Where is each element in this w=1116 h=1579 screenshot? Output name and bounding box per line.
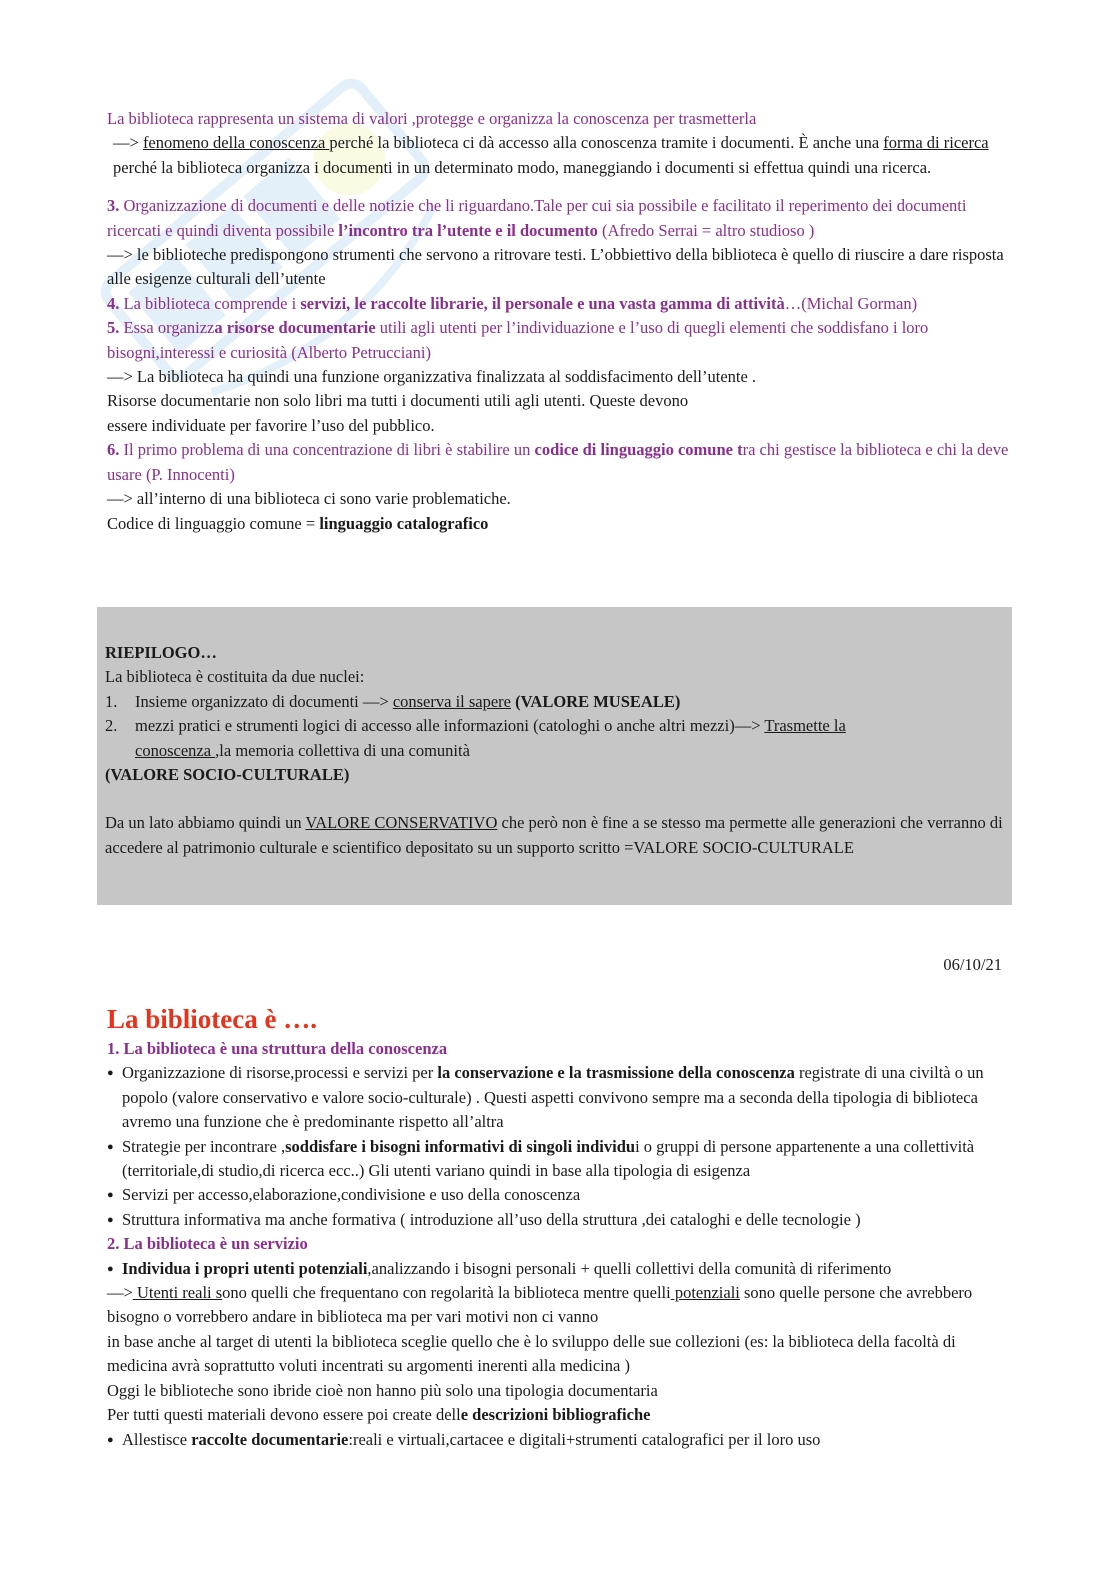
para-problematiche: —> all’interno di una biblioteca ci sono varie problematiche. (107, 489, 511, 509)
section-body (107, 1037, 1012, 1452)
para-codice: Codice di linguaggio comune = linguaggio catalografico (107, 513, 489, 533)
recap-paragraph: Da un lato abbiamo quindi un VALORE CONSERVATIVO che però non è fine a se stesso ma permette alle generazioni che verranno di accedere al patrimonio culturale e scientifico depositato su un supporto scritto =VALORE SOCIO-CULTURALE (105, 813, 1003, 857)
bullet-item: ● Organizzazione di risorse,processi e servizi per la conservazione e la trasmissione della conoscenza registrate di una civiltà o un popolo (valore conservativo e valore socio-culturale) . Questi aspetti convivono sempre ma a seconda della tipologia di biblioteca avremo una funzione che è predominante rispetto all’altra (107, 1063, 984, 1132)
bullet-item: ● Allestisce raccolte documentarie:reali e virtuali,cartacee e digitali+strumenti catalografici per il loro uso (107, 1429, 821, 1449)
para-pubblico: essere individuate per favorire l’uso del pubblico. (107, 415, 435, 435)
para-fenomeno: —> fenomeno della conoscenza perché la biblioteca ci dà accesso alla conoscenza tramite i documenti. È anche una forma di ricerca perché la biblioteca organizza i documenti in un determinato modo, maneggiando i documenti si effettua quindi una ricerca. (113, 133, 989, 177)
subheading-1: 1. La biblioteca è una struttura della conoscenza (107, 1039, 448, 1058)
recap-item-2: 2. mezzi pratici e strumenti logici di accesso alle informazioni (catologhi o anche altri mezzi)—> Trasmette la conoscenza ,la memoria collettiva di una comunità (105, 716, 846, 760)
bullet-item: ● Individua i propri utenti potenziali,analizzando i bisogni personali + quelli collettivi della comunità di riferimento (107, 1258, 892, 1278)
bullet-item: ● Servizi per accesso,elaborazione,condivisione e uso della conoscenza (107, 1185, 581, 1205)
para-utenti: —> Utenti reali sono quelli che frequentano con regolarità la biblioteca mentre quelli potenziali sono quelle persone che avrebbero bisogno o vorrebbero andare in biblioteca ma per vari motivi non ci vanno (107, 1283, 973, 1327)
bullet-item: ● Struttura informativa ma anche formativa ( introduzione all’uso della struttura ,dei cataloghi e delle tecnologie ) (107, 1209, 861, 1229)
section-heading: La biblioteca è …. (107, 1004, 317, 1034)
para-funzione: —> La biblioteca ha quindi una funzione organizzativa finalizzata al soddisfacimento dell’utente . (107, 367, 757, 387)
para-ibride: Oggi le biblioteche sono ibride cioè non hanno più solo una tipologia documentaria (107, 1380, 658, 1400)
recap-box (97, 607, 1012, 905)
top-notes (107, 107, 1012, 536)
recap-title: RIEPILOGO… (105, 643, 217, 662)
recap-intro: La biblioteca è costituita da due nuclei: (105, 667, 365, 687)
para-target: in base anche al target di utenti la biblioteca sceglie quello che è lo sviluppo delle sue collezioni (es: la biblioteca della facoltà di medicina avrà soprattutto voluti incentrati su argomenti inerenti alla medicina ) (107, 1331, 956, 1376)
point-3: 3. Organizzazione di documenti e delle notizie che li riguardano.Tale per cui sia possibile e facilitato il reperimento dei documenti ricercati e quindi diventa possibile l’incontro tra l’utente e il documento (Afredo Serrai = altro studioso ) (107, 196, 967, 240)
subheading-2: 2. La biblioteca è un servizio (107, 1234, 308, 1254)
point-4: 4. La biblioteca comprende i servizi, le raccolte librarie, il personale e una vasta gamma di attività…(Michal Gorman) (107, 293, 918, 313)
para-strumenti: —> le biblioteche predispongono strumenti che servono a ritrovare testi. L’obbiettivo della biblioteca è quello di riuscire a dare risposta alle esigenze culturali dell’utente (107, 245, 1004, 289)
point-5: 5. Essa organizza risorse documentarie utili agli utenti per l’individuazione e l’uso di quegli elementi che soddisfano i loro bisogni,interessi e curiosità (Alberto Petrucciani) (107, 318, 929, 362)
recap-item-1: 1. Insieme organizzato di documenti —> conserva il sapere (VALORE MUSEALE) (105, 691, 681, 711)
para-intro: La biblioteca rappresenta un sistema di valori ,protegge e organizza la conoscenza per trasmetterla (107, 109, 757, 128)
point-6: 6. Il primo problema di una concentrazione di libri è stabilire un codice di linguaggio comune tra chi gestisce la biblioteca e chi la deve usare (P. Innocenti) (107, 440, 1009, 484)
recap-item-2-value: (VALORE SOCIO-CULTURALE) (105, 765, 350, 785)
lesson-date: 06/10/21 (943, 955, 1002, 974)
para-risorse: Risorse documentarie non solo libri ma tutti i documenti utili agli utenti. Queste devono (107, 391, 689, 411)
para-descrizioni: Per tutti questi materiali devono essere poi create delle descrizioni bibliografiche (107, 1405, 651, 1425)
bullet-item: ● Strategie per incontrare ,soddisfare i bisogni informativi di singoli individui o gruppi di persone appartenente a una collettività (territoriale,di studio,di ricerca ecc..) Gli utenti variano quindi in base alla tipologia di esigenza (107, 1136, 975, 1181)
